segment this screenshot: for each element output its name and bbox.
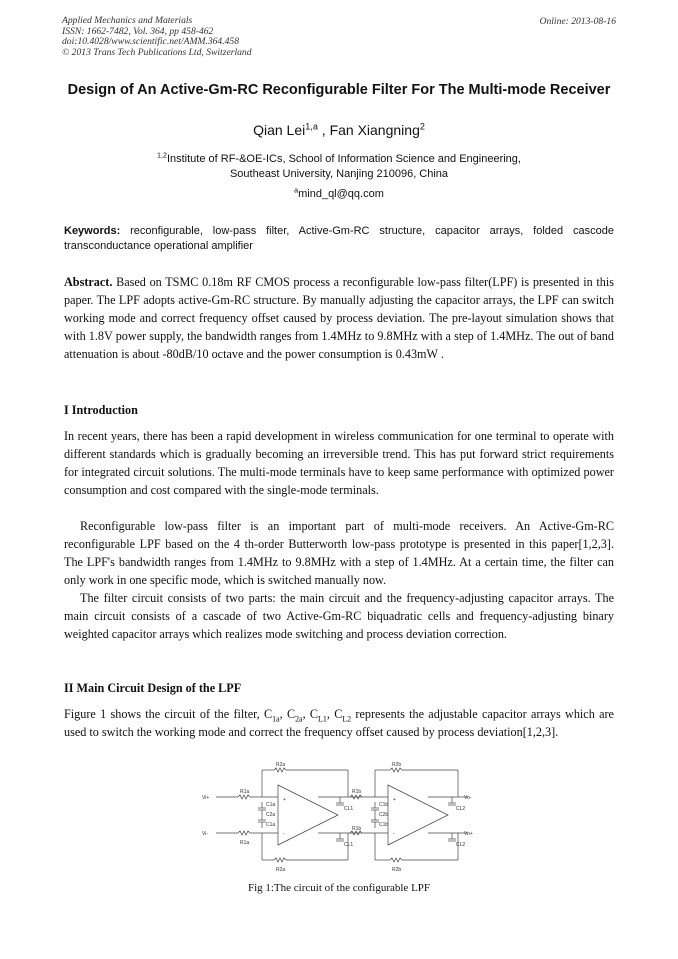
cl2-top-label: CL2: [456, 806, 466, 812]
opamp2-minus: -: [393, 831, 395, 837]
c1b-top-label: C1b: [379, 802, 389, 808]
authors-line: [64, 122, 614, 138]
keywords: [64, 224, 614, 254]
von-label: Vo-: [464, 795, 472, 801]
email-address[interactable]: mind_ql@qq.com: [298, 188, 384, 200]
paper-title: Design of An Active-Gm-RC Reconfigurable Filter For The Multi-mode Receiver: [67, 82, 611, 98]
r1b-top-label: R1b: [352, 789, 362, 795]
c1b-bottom-label: C1b: [379, 822, 389, 828]
doi-line: doi:10.4028/www.scientific.net/AMM.364.458: [62, 36, 240, 48]
email-line: [64, 188, 614, 200]
r1b-bottom-label: R1b: [352, 826, 362, 832]
r2b-bottom-label: R2b: [392, 867, 402, 873]
author-2-name: Fan Xiangning: [329, 122, 420, 138]
issn-line: ISSN: 1662-7482, Vol. 364, pp 458-462: [62, 25, 214, 37]
abstract-text: Based on TSMC 0.18m RF CMOS process a reconfigurable low-pass filter(LPF) is presented in this paper. The LPF adopts active-Gm-RC structure. By manually adjusting the capacitor arrays, the LPF can switch working mode and correct frequency offset caused by process deviation. The pre-layout simulation shows that with 1.8V power supply, the bandwidth ranges from 1.4MHz to 9.8MHz with a step of 1.4MHz. The out of band attenuation is about -80dB/10 octave and the power consumption is 0.43mW .: [64, 275, 614, 361]
intro-paragraph-1: In recent years, there has been a rapid development in wireless communication for one terminal to operate with different standards which is gradually becoming an irreversible trend. This has put forward strict requirements for integrated circuit solutions. The multi-mode terminals have to keep same performance with optimized power consumption and cost compared with the single-mode terminals.: [64, 429, 614, 497]
vip-label: Vi+: [202, 795, 210, 801]
affiliation-line-1: Institute of RF-&OE-ICs, School of Information Science and Engineering,: [166, 153, 521, 165]
r2a-bottom-label: R2a: [276, 867, 286, 873]
opamp1-minus: -: [283, 831, 285, 837]
vop-label: Vo+: [464, 831, 473, 837]
abstract: [64, 273, 614, 363]
vin-label: Vi-: [202, 831, 209, 837]
copyright-line: © 2013 Trans Tech Publications Ltd, Switzerland: [62, 46, 252, 58]
c1a-bottom-label: C1a: [266, 822, 276, 828]
abstract-label: Abstract.: [64, 275, 113, 289]
cl1-bottom-label: CL1: [344, 842, 354, 848]
author-1-sup: 1,a: [305, 121, 318, 132]
cl1-top-label: CL1: [344, 806, 354, 812]
author-2-sup: 2: [419, 121, 425, 132]
section-heading-main-circuit: II Main Circuit Design of the LPF: [64, 681, 242, 695]
opamp2-plus: +: [393, 797, 396, 803]
affiliation-line-2: Southeast University, Nanjing 210096, China: [229, 168, 449, 180]
figure-caption: Fig 1:The circuit of the configurable LPF: [247, 882, 431, 894]
opamp1-plus: +: [283, 797, 286, 803]
section-heading-introduction: I Introduction: [64, 403, 138, 417]
filter-circuit-figure: [200, 760, 480, 875]
online-date: Online: 2013-08-16: [539, 16, 616, 27]
c2a-label: C2a: [266, 812, 276, 818]
journal-name: Applied Mechanics and Materials: [62, 15, 193, 26]
r1a-bottom-label: R1a: [240, 840, 250, 846]
c1a-top-label: C1a: [266, 802, 276, 808]
cl2-bottom-label: CL2: [456, 842, 466, 848]
journal-header: [62, 16, 252, 58]
c2b-label: C2b: [379, 812, 389, 818]
keywords-label: Keywords:: [64, 225, 121, 237]
r2a-top-label: R2a: [276, 762, 286, 768]
intro-paragraph-2: Reconfigurable low-pass filter is an important part of multi-mode receivers. An Active-Gm-RC reconfigurable LPF based on the 4 th-order Butterworth low-pass prototype is presented in this paper[1,2,3]. The LPF's bandwidth ranges from 1.4MHz to 9.8MHz with a step of 1.4MHz. At a certain time, the filter can only work in one specific mode, which is switched manually now.: [64, 519, 614, 587]
r1a-top-label: R1a: [240, 789, 250, 795]
affiliation-sup: 1,2: [157, 151, 167, 160]
r2b-top-label: R2b: [392, 762, 402, 768]
affiliation: [64, 152, 614, 182]
intro-paragraph-3: The filter circuit consists of two parts: the main circuit and the frequency-adjusting capacitor arrays. The main circuit consists of a cascade of two Active-Gm-RC biquadratic cells and frequency-adjusting binary weighted capacitor arrays which realizes mode switching and process deviation correction.: [64, 591, 614, 641]
keywords-text: reconfigurable, low-pass filter, Active-Gm-RC structure, capacitor arrays, folded cascode transconductance operational amplifier: [64, 225, 614, 252]
author-separator: ,: [317, 122, 330, 138]
email-sup: a: [294, 186, 299, 195]
author-1-name: Qian Lei: [253, 122, 306, 138]
main-paragraph-1: Figure 1 shows the circuit of the filter, $C_{1a}$, $C_{2a}$, $C_{L1}$, $C_{L2}$ represents the adjustable capacitor arrays which are used to switch the working mode and correct the frequency offset caused by process deviation[1,2,3].: [64, 707, 614, 739]
